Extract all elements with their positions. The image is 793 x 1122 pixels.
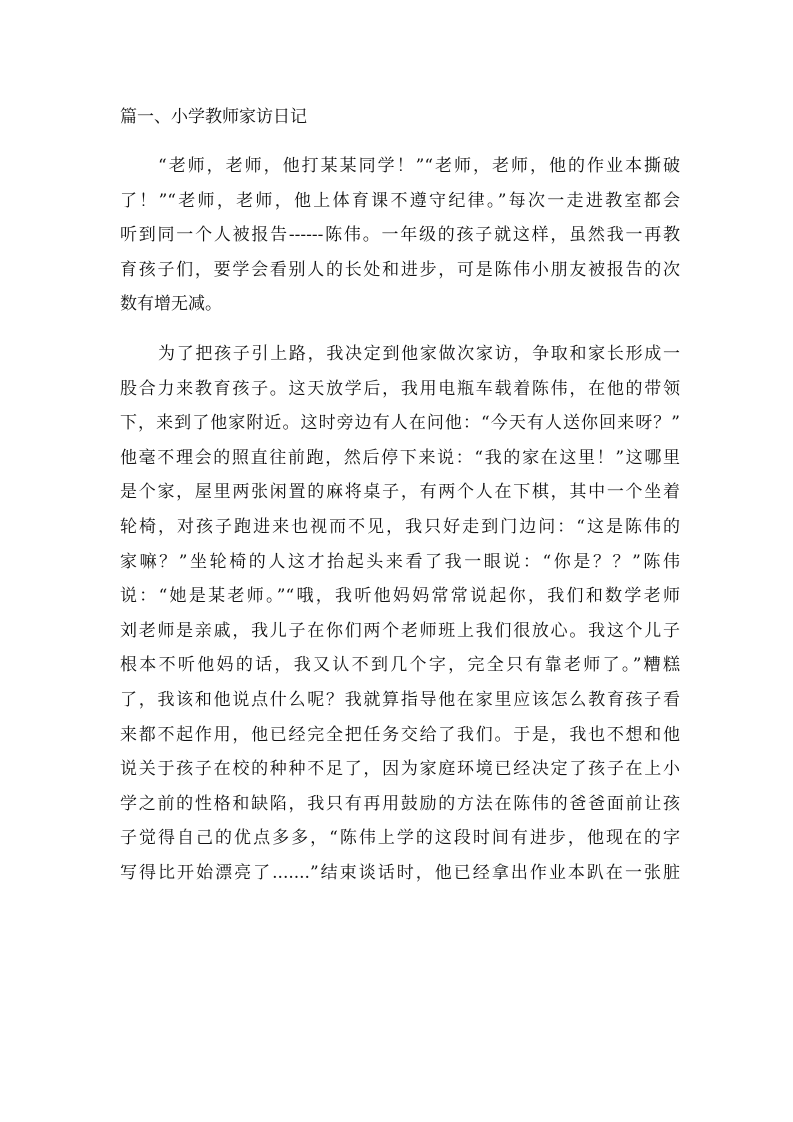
paragraph-line: 听到同一个人被报告------陈伟。一年级的孩子就这样，虽然我一再教 bbox=[120, 225, 680, 246]
paragraph-line: 下，来到了他家附近。这时旁边有人在问他：“今天有人送你回来呀？” bbox=[120, 413, 680, 434]
paragraph-line: 说：“她是某老师。”“哦，我听他妈妈常常说起你，我们和数学老师 bbox=[120, 586, 680, 607]
title-spacing bbox=[120, 134, 680, 149]
paragraph-1 bbox=[120, 149, 680, 322]
paragraph-spacing bbox=[120, 322, 680, 337]
paragraph-line: “老师，老师，他打某某同学！”“老师，老师，他的作业本撕破 bbox=[158, 156, 680, 176]
document-title: 篇一、小学教师家访日记 bbox=[120, 107, 307, 127]
paragraph-line: 数有增无减。 bbox=[120, 294, 222, 315]
paragraph-line: 轮椅，对孩子跑进来也视而不见，我只好走到门边问：“这是陈伟的 bbox=[120, 516, 680, 537]
paragraph-line: 家嘛？”坐轮椅的人这才抬起头来看了我一眼说：“你是？？”陈伟 bbox=[120, 551, 680, 572]
paragraph-line: 子觉得自己的优点多多，“陈伟上学的这段时间有进步，他现在的字 bbox=[120, 828, 680, 849]
document-body bbox=[120, 100, 680, 890]
paragraph-line: 了，我该和他说点什么呢？我就算指导他在家里应该怎么教育孩子看 bbox=[120, 689, 680, 710]
paragraph-line: 育孩子们，要学会看别人的长处和进步，可是陈伟小朋友被报告的次 bbox=[120, 259, 680, 280]
paragraph-line: 写得比开始漂亮了.......”结束谈话时，他已经拿出作业本趴在一张脏 bbox=[120, 862, 680, 883]
paragraph-line: 了！”“老师，老师，他上体育课不遵守纪律。”每次一走进教室都会 bbox=[120, 190, 680, 211]
paragraph-line: 为了把孩子引上路，我决定到他家做次家访，争取和家长形成一 bbox=[158, 343, 680, 364]
paragraph-line: 是个家，屋里两张闲置的麻将桌子，有两个人在下棋，其中一个坐着 bbox=[120, 482, 680, 503]
paragraph-line: 股合力来教育孩子。这天放学后，我用电瓶车载着陈伟，在他的带领 bbox=[120, 378, 680, 399]
paragraph-line: 他毫不理会的照直往前跑，然后停下来说：“我的家在这里！”这哪里 bbox=[120, 447, 680, 468]
paragraph-line: 根本不听他妈的话，我又认不到几个字，完全只有靠老师了。”糟糕 bbox=[120, 655, 680, 676]
paragraph-line: 学之前的性格和缺陷，我只有再用鼓励的方法在陈伟的爸爸面前让孩 bbox=[120, 793, 680, 814]
paragraph-line: 刘老师是亲戚，我儿子在你们两个老师班上我们很放心。我这个儿子 bbox=[120, 620, 680, 641]
paragraph-line: 来都不起作用，他已经完全把任务交给了我们。于是，我也不想和他 bbox=[120, 724, 680, 745]
paragraph-2 bbox=[120, 337, 680, 891]
paragraph-line: 说关于孩子在校的种种不足了，因为家庭环境已经决定了孩子在上小 bbox=[120, 759, 680, 780]
